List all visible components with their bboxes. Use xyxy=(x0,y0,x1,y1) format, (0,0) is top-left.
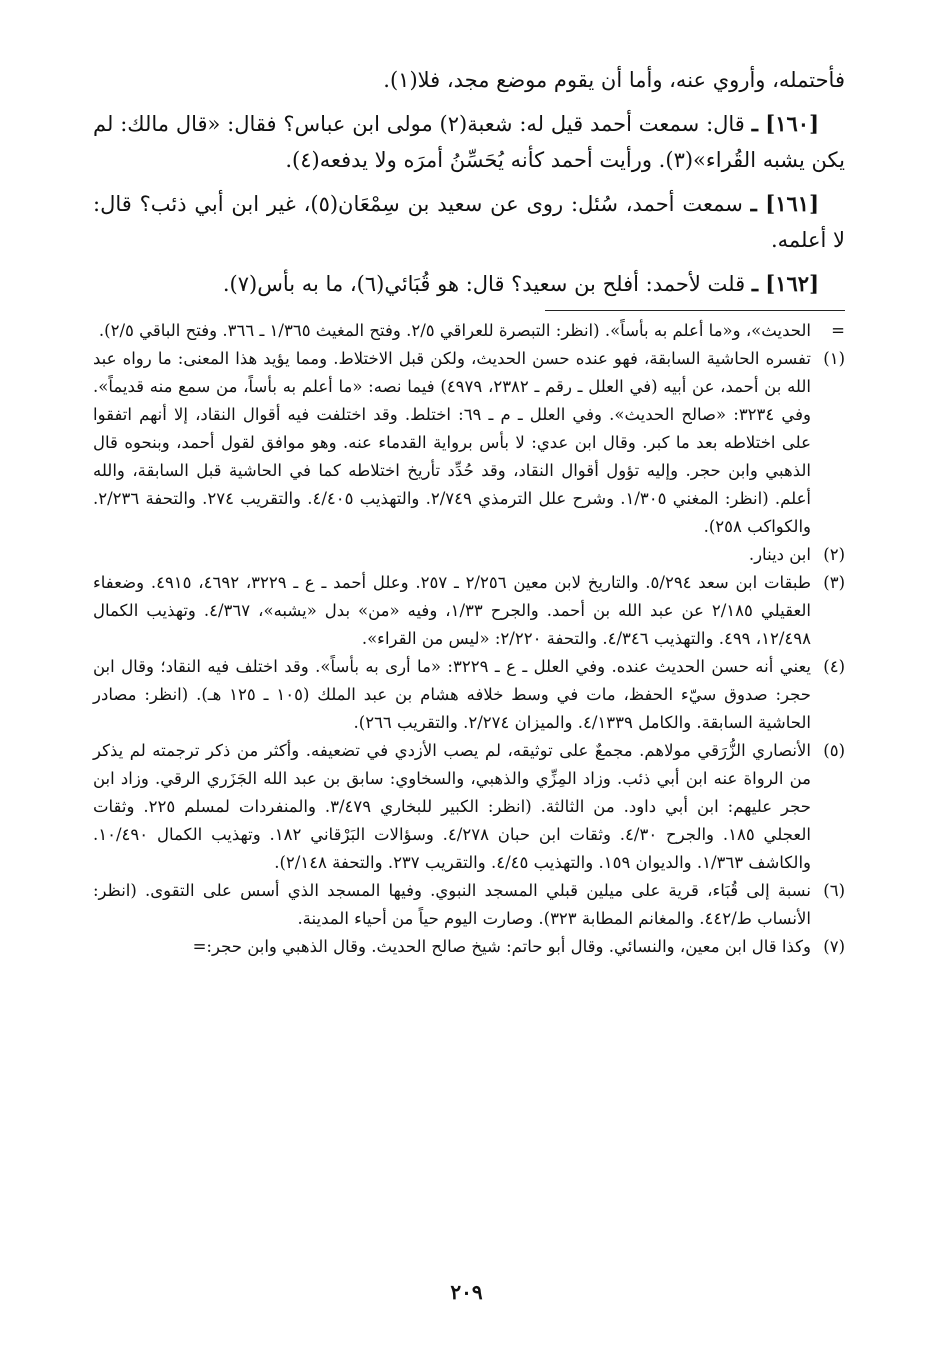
footnote-mark: (٣) xyxy=(823,573,845,592)
footnotes xyxy=(93,317,845,961)
entry-number: [١٦٢] ـ xyxy=(751,271,819,296)
footnote-text: الحديث»، و«ما أعلم به بأساً». (انظر: التبصرة للعراقي ٢/٥. وفتح المغيث ١/٣٦٥ ـ ٣٦٦. وفتح الباقي ٢/٥). xyxy=(98,321,811,340)
footnote-mark: (٧) xyxy=(823,937,845,956)
footnote-mark: (٦) xyxy=(823,881,845,900)
footnote-text: الأنصاري الزُّرَقي مولاهم. مجمعٌ على توثيقه، لم يصب الأزدي في تضعيفه. وأكثر من ذكر ترجمته لم يذكر من الرواة عنه ابن أبي ذئب. وزاد المِزِّي والذهبي، والسخاوي: سابق بن عبد الله الجَزَري الرقي. وزاد ابن حجر عليهم: ابن أبي داود. من الثالثة. (انظر: الكبير للبخاري ٣/٤٧٩. والمنفردات لمسلم ٢٢٥. وثقات العجلي ١٨٥. والجرح ٤/٣٠. وثقات ابن حبان ٤/٢٧٨. وسؤالات البَرْقاني ١٨٢. وتهذيب الكمال ١٠/٤٩٠. والكاشف ١/٣٦٣. والديوان ١٥٩. والتهذيب ٤/٤٥. والتقريب ٢٣٧. والتحفة ٢/١٤٨). xyxy=(93,741,811,872)
footnote-text: وكذا قال ابن معين، والنسائي. وقال أبو حاتم: شيخ صالح الحديث. وقال الذهبي وابن حجر:= xyxy=(192,937,811,956)
entry-160 xyxy=(93,106,845,178)
footnote-1 xyxy=(93,345,845,541)
main-text xyxy=(93,62,845,302)
footnote-mark: (٥) xyxy=(823,741,845,760)
footnote-text: ابن دينار. xyxy=(748,545,811,564)
entry-text: قال: سمعت أحمد قيل له: شعبة(٢) مولى ابن عباس؟ فقال: «قال مالك: لم يكن يشبه القُراء»(٣). ورأيت أحمد كأنه يُحَسِّنُ أمرَه ولا يدفعه(٤). xyxy=(93,112,845,172)
entry-number: [١٦٠] ـ xyxy=(751,111,820,136)
entry-text: قلت لأحمد: أفلح بن سعيد؟ قال: هو قُبَائي(٦)، ما به بأس(٧). xyxy=(222,272,746,296)
footnote-separator xyxy=(545,310,845,311)
footnote-text: نسبة إلى قُبَاء، قرية على ميلين قبلي المسجد النبوي. وفيها المسجد الذي أسس على التقوى. (انظر: الأنساب ط/٤٤٢. والمغانم المطابة ٣٢٣). وصارت اليوم حياً من أحياء المدينة. xyxy=(93,881,811,928)
footnote-2 xyxy=(93,541,845,569)
footnote-text: يعني أنه حسن الحديث عنده. وفي العلل ـ ع ـ ٣٢٢٩: «ما أرى به بأساً». وقد اختلف فيه النقاد؛ وقال ابن حجر: صدوق سيّء الحفظ، مات في وسط خلافه هشام بن عبد الملك (١٠٥ ـ ١٢٥ هـ). (انظر: مصادر الحاشية السابقة. والكامل ٤/١٣٣٩. والميزان ٢/٢٧٤. والتقريب ٢٦٦). xyxy=(93,657,812,732)
footnote-mark: (١) xyxy=(823,349,845,368)
footnote-7 xyxy=(93,933,845,961)
footnote-6 xyxy=(93,877,845,933)
footnote-mark: (٢) xyxy=(823,545,845,564)
footnote-text: تفسره الحاشية السابقة، فهو عنده حسن الحديث، ولكن قبل الاختلاط. ومما يؤيد هذا المعنى: ما رواه عبد الله بن أحمد، عن أبيه (في العلل ـ رقم ـ ٢٣٨٢، ٤٩٧٩) فيما نصه: «ما أعلم به بأساً، من سمع منه قديماً». وفي ٣٢٣٤: «صالح الحديث». وفي العلل ـ م ـ ٦٩: اختلط. وقد اختلفت فيه أقوال النقاد، إلا أنهم اتفقوا على اختلاطه بعد ما كبر. وقال ابن عدي: لا بأس برواية القدماء عنه. وهو موافق لقول أحمد، وبنحوه قال الذهبي وابن حجر. وإليه تؤول أقوال النقاد، وقد حُدِّد تأريخ اختلاطه كما في الحاشية قبل السابقة، والله أعلم. (انظر: المغني ١/٣٠٥. وشرح علل الترمذي ٢/٧٤٩. والتهذيب ٤/٤٠٥. والتقريب ٢٧٤. والتحفة ٢/٢٣٦. والكواكب ٢٥٨). xyxy=(93,349,812,536)
continuation-line: فأحتمله، وأروي عنه، وأما أن يقوم موضع مجد، فلا(١). xyxy=(383,68,845,92)
footnote-mark: = xyxy=(831,321,845,340)
entry-161 xyxy=(93,186,845,258)
footnote-3 xyxy=(93,569,845,653)
footnote-mark: (٤) xyxy=(823,657,845,676)
footnote-continued xyxy=(93,317,845,345)
entry-text: سمعت أحمد، سُئل: روى عن سعيد بن سِمْعَان(٥)، غير ابن أبي ذئب؟ قال: لا أعلمه. xyxy=(93,192,845,252)
entry-162 xyxy=(93,266,845,302)
footnote-4 xyxy=(93,653,845,737)
entry-number: [١٦١] ـ xyxy=(750,191,819,216)
page-number: ٢٠٩ xyxy=(450,1280,483,1304)
footnote-5 xyxy=(93,737,845,877)
page-body xyxy=(93,62,845,961)
footnote-text: طبقات ابن سعد ٥/٢٩٤. والتاريخ لابن معين ٢/٢٥٦ ـ ٢٥٧. وعلل أحمد ـ ع ـ ٣٢٢٩، ٤٦٩٢، ٤٩١٥. وضعفاء العقيلي ٢/١٨٥ عن عبد الله بن أحمد. والجرح ١/٣٣، وفيه «من» بدل «يشبه»، ٤/٣٦٧. وتهذيب الكمال ١٢/٤٩٨، ٤٩٩. والتهذيب ٤/٣٤٦. والتحفة ٢/٢٢٠: «ليس من القراء». xyxy=(93,573,812,648)
